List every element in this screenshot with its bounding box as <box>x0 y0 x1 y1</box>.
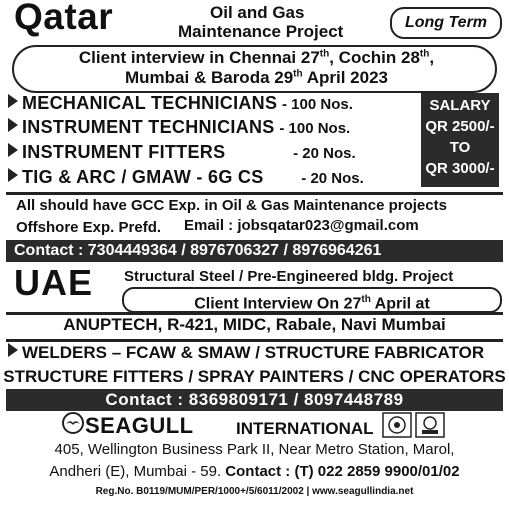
qatar-contact-bar: Contact : 7304449364 / 8976706327 / 8976964261 <box>6 240 503 262</box>
company-name-suffix: INTERNATIONAL <box>236 419 374 438</box>
job-item: TIG & ARC / GMAW - 6G CS - 20 Nos. <box>8 167 364 188</box>
offshore-text: Offshore Exp. Prefd. <box>16 219 162 236</box>
job-item: INSTRUMENT TECHNICIANS - 100 Nos. <box>8 117 350 138</box>
uae-jobs-line-1: WELDERS – FCAW & SMAW / STRUCTURE FABRICATOR <box>8 343 484 363</box>
project-type-line1: Oil and Gas <box>210 3 305 22</box>
bullet-triangle-icon <box>8 168 18 182</box>
bullet-triangle-icon <box>8 94 18 108</box>
job-item: INSTRUMENT FITTERS - 20 Nos. <box>8 142 356 163</box>
qatar-title: Qatar <box>14 0 114 37</box>
seagull-logo-icon <box>62 412 84 439</box>
job-item: MECHANICAL TECHNICIANS - 100 Nos. <box>8 93 353 114</box>
company-phone: Contact : (T) 022 2859 9900/01/02 <box>225 463 460 480</box>
bullet-triangle-icon <box>8 343 18 357</box>
bullet-triangle-icon <box>8 118 18 132</box>
long-term-badge: Long Term <box>390 7 502 39</box>
salary-from: QR 2500/- <box>425 118 495 135</box>
certification-badge-icon <box>382 412 446 443</box>
uae-title: UAE <box>14 262 94 303</box>
interview-line-2: Mumbai & Baroda 29th April 2023 <box>125 68 388 87</box>
project-type-line2: Maintenance Project <box>178 22 344 41</box>
divider <box>6 192 503 195</box>
salary-to-word: TO <box>449 139 471 156</box>
requirement-text: All should have GCC Exp. in Oil & Gas Maintenance projects <box>16 197 447 214</box>
company-name: SEAGULL <box>85 413 194 438</box>
uae-interview-box: Client Interview On 27th April at <box>122 287 502 313</box>
salary-to: QR 3000/- <box>425 160 495 177</box>
company-address-line-2: Andheri (E), Mumbai - 59. Contact : (T) 022 2859 9900/01/02 <box>49 463 460 480</box>
divider <box>6 339 503 342</box>
bullet-triangle-icon <box>8 143 18 157</box>
uae-project-type: Structural Steel / Pre-Engineered bldg. Project <box>124 268 454 285</box>
uae-jobs-line-2: STRUCTURE FITTERS / SPRAY PAINTERS / CNC OPERATORS <box>3 367 506 386</box>
email-text: Email : jobsqatar023@gmail.com <box>184 217 419 234</box>
company-address-line-1: 405, Wellington Business Park II, Near Metro Station, Marol, <box>54 441 455 458</box>
qatar-interview-box <box>12 45 497 93</box>
salary-box <box>421 93 499 187</box>
salary-label: SALARY <box>429 97 491 114</box>
footer-registration: Reg.No. B0119/MUM/PER/1000+/5/6011/2002 | www.seagullindia.net <box>95 486 414 497</box>
uae-contact-bar: Contact : 8369809171 / 8097448789 <box>6 389 503 411</box>
uae-interview-address: ANUPTECH, R-421, MIDC, Rabale, Navi Mumbai <box>63 315 446 334</box>
interview-line-1: Client interview in Chennai 27th, Cochin 28th, <box>78 48 435 67</box>
